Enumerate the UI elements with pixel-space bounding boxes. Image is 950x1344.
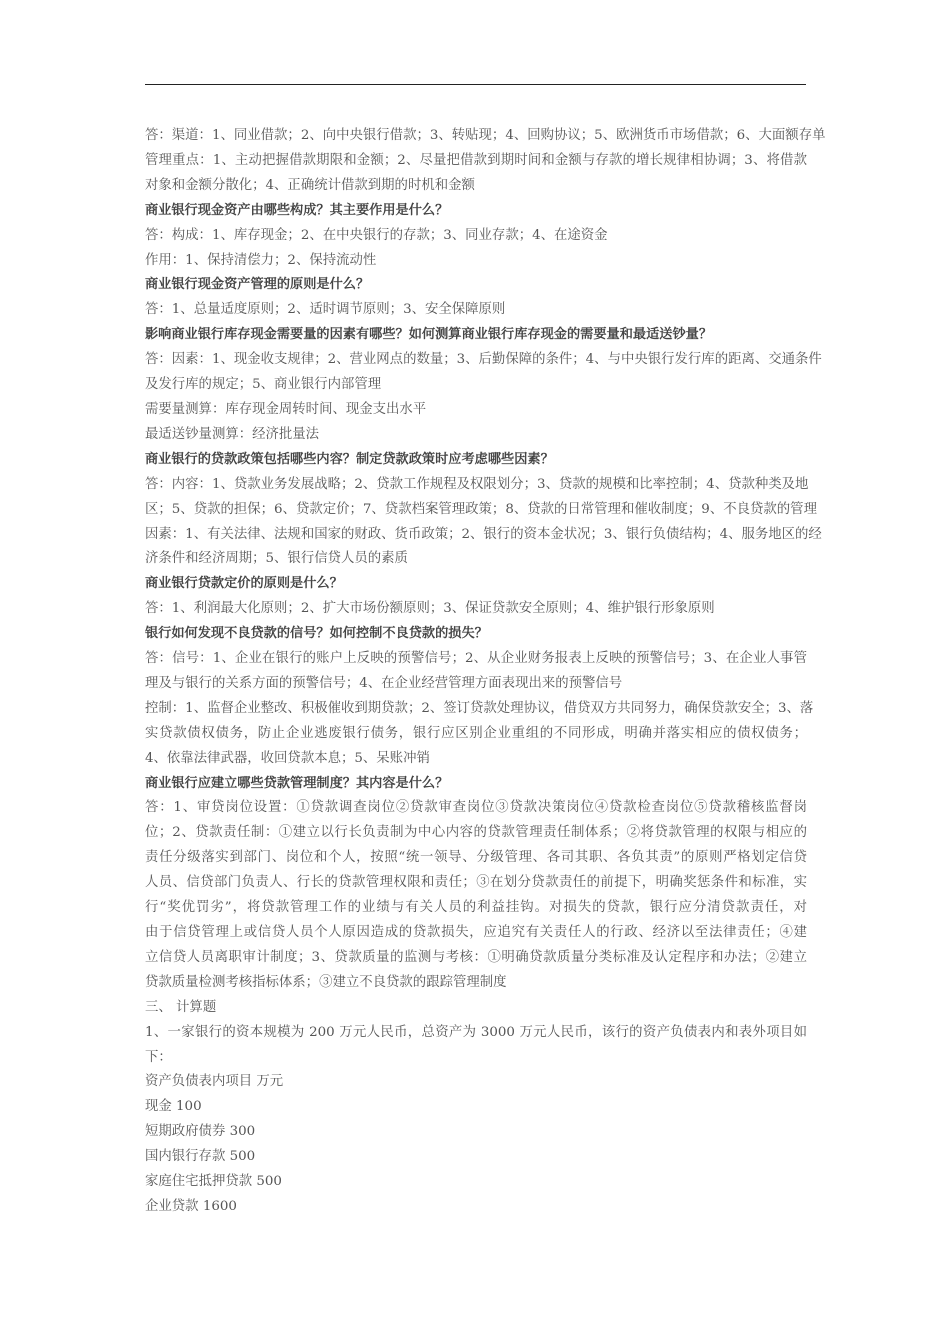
text-line: 区；5、贷款的担保；6、贷款定价；7、贷款档案管理政策；8、贷款的日常管理和催收制度；9、不良贷款的管理 xyxy=(145,501,817,517)
text-line: 管理重点：1、主动把握借款期限和金额；2、尽量把借款到期时间和金额与存款的增长规律相协调；3、将借款 xyxy=(145,152,807,168)
text-line: 理及与银行的关系方面的预警信号；4、在企业经营管理方面表现出来的预警信号 xyxy=(145,675,623,691)
text-line: 最适送钞量测算：经济批量法 xyxy=(145,426,320,442)
text-line: 答：1、利润最大化原则；2、扩大市场份额原则；3、保证贷款安全原则；4、维护银行形象原则 xyxy=(145,601,715,617)
text-line: 国内银行存款 500 xyxy=(145,1149,256,1165)
text-line: 短期政府债券 300 xyxy=(145,1124,256,1140)
text-line: 答：1、总量适度原则；2、适时调节原则；3、安全保障原则 xyxy=(145,302,506,318)
text-line: 1、一家银行的资本规模为 200 万元人民币，总资产为 3000 万元人民币，该行的资产负债表内和表外项目如 xyxy=(145,1024,807,1040)
text-line: 行“奖优罚劣”，将贷款管理工作的业绩与有关人员的利益挂钩。对损失的贷款，银行应分清贷款责任，对 xyxy=(145,900,807,916)
text-line: 对象和金额分散化；4、正确统计借款到期的时机和金额 xyxy=(145,177,475,193)
text-line: 及发行库的规定；5、商业银行内部管理 xyxy=(145,377,382,393)
text-line: 责任分级落实到部门、岗位和个人，按照“统一领导、分级管理、各司其职、各负其责”的原则严格划定信贷 xyxy=(145,850,807,866)
text-line: 贷款质量检测考核指标体系；③建立不良贷款的跟踪管理制度 xyxy=(145,974,507,990)
text-line: 4、依靠法律武器，收回贷款本息；5、呆账冲销 xyxy=(145,750,430,766)
text-line: 现金 100 xyxy=(145,1099,202,1115)
text-line: 人员、信贷部门负责人、行长的贷款管理权限和责任；③在划分贷款责任的前提下，明确奖惩条件和标准，实 xyxy=(145,875,807,891)
text-line: 作用：1、保持清偿力；2、保持流动性 xyxy=(145,252,377,268)
text-line: 答：构成：1、库存现金；2、在中央银行的存款；3、同业存款；4、在途资金 xyxy=(145,227,608,243)
question-heading: 商业银行的贷款政策包括哪些内容？制定贷款政策时应考虑哪些因素？ xyxy=(145,451,554,467)
text-line: 济条件和经济周期；5、银行信贷人员的素质 xyxy=(145,551,408,567)
text-line: 答：因素：1、现金收支规律；2、营业网点的数量；3、后勤保障的条件；4、与中央银行发行库的距离、交通条件 xyxy=(145,352,822,368)
question-heading: 商业银行现金资产管理的原则是什么？ xyxy=(145,277,370,293)
text-line: 资产负债表内项目 万元 xyxy=(145,1074,284,1090)
text-line: 位；2、贷款责任制：①建立以行长负责制为中心内容的贷款管理责任制体系；②将贷款管理的权限与相应的 xyxy=(145,825,807,841)
text-line: 家庭住宅抵押贷款 500 xyxy=(145,1174,282,1190)
text-line: 立信贷人员离职审计制度；3、贷款质量的监测与考核：①明确贷款质量分类标准及认定程序和办法；②建立 xyxy=(145,949,807,965)
text-line: 因素：1、有关法律、法规和国家的财政、货币政策；2、银行的资本金状况；3、银行负债结构；4、服务地区的经 xyxy=(145,526,822,542)
question-heading: 影响商业银行库存现金需要量的因素有哪些？如何测算商业银行库存现金的需要量和最适送钞量？ xyxy=(145,327,713,343)
question-heading: 商业银行贷款定价的原则是什么？ xyxy=(145,576,343,592)
text-line: 实贷款债权债务，防止企业逃废银行债务，银行应区别企业重组的不同形成，明确并落实相应的债权债务； xyxy=(145,725,807,741)
text-line: 企业贷款 1600 xyxy=(145,1198,237,1214)
question-heading: 银行如何发现不良贷款的信号？如何控制不良贷款的损失？ xyxy=(145,626,488,642)
text-line: 答：渠道：1、同业借款；2、向中央银行借款；3、转贴现；4、回购协议；5、欧洲货币市场借款；6、大面额存单 xyxy=(145,128,826,143)
text-line: 控制：1、监督企业整改、积极催收到期贷款；2、签订贷款处理协议，借贷双方共同努力，确保贷款安全；3、落 xyxy=(145,700,814,716)
text-line: 答：内容：1、贷款业务发展战略；2、贷款工作规程及权限划分；3、贷款的规模和比率控制；4、贷款种类及地 xyxy=(145,476,809,492)
text-line: 下： xyxy=(145,1049,172,1065)
text-line: 由于信贷管理上或信贷人员个人原因造成的贷款损失，应追究有关责任人的行政、经济以至法律责任；④建 xyxy=(145,925,807,940)
text-line: 答：1、审贷岗位设置：①贷款调查岗位②贷款审查岗位③贷款决策岗位④贷款检查岗位⑤贷款稽核监督岗 xyxy=(145,800,807,816)
text-line: 答：信号：1、企业在银行的账户上反映的预警信号；2、从企业财务报表上反映的预警信号；3、在企业人事管 xyxy=(145,651,807,667)
header-rule xyxy=(145,84,806,85)
question-heading: 商业银行现金资产由哪些构成？其主要作用是什么？ xyxy=(145,202,449,218)
text-line: 需要量测算：库存现金周转时间、现金支出水平 xyxy=(145,401,427,417)
document-body xyxy=(145,124,826,1220)
question-heading: 商业银行应建立哪些贷款管理制度？其内容是什么？ xyxy=(145,775,449,791)
text-line: 三、 计算题 xyxy=(145,999,217,1015)
